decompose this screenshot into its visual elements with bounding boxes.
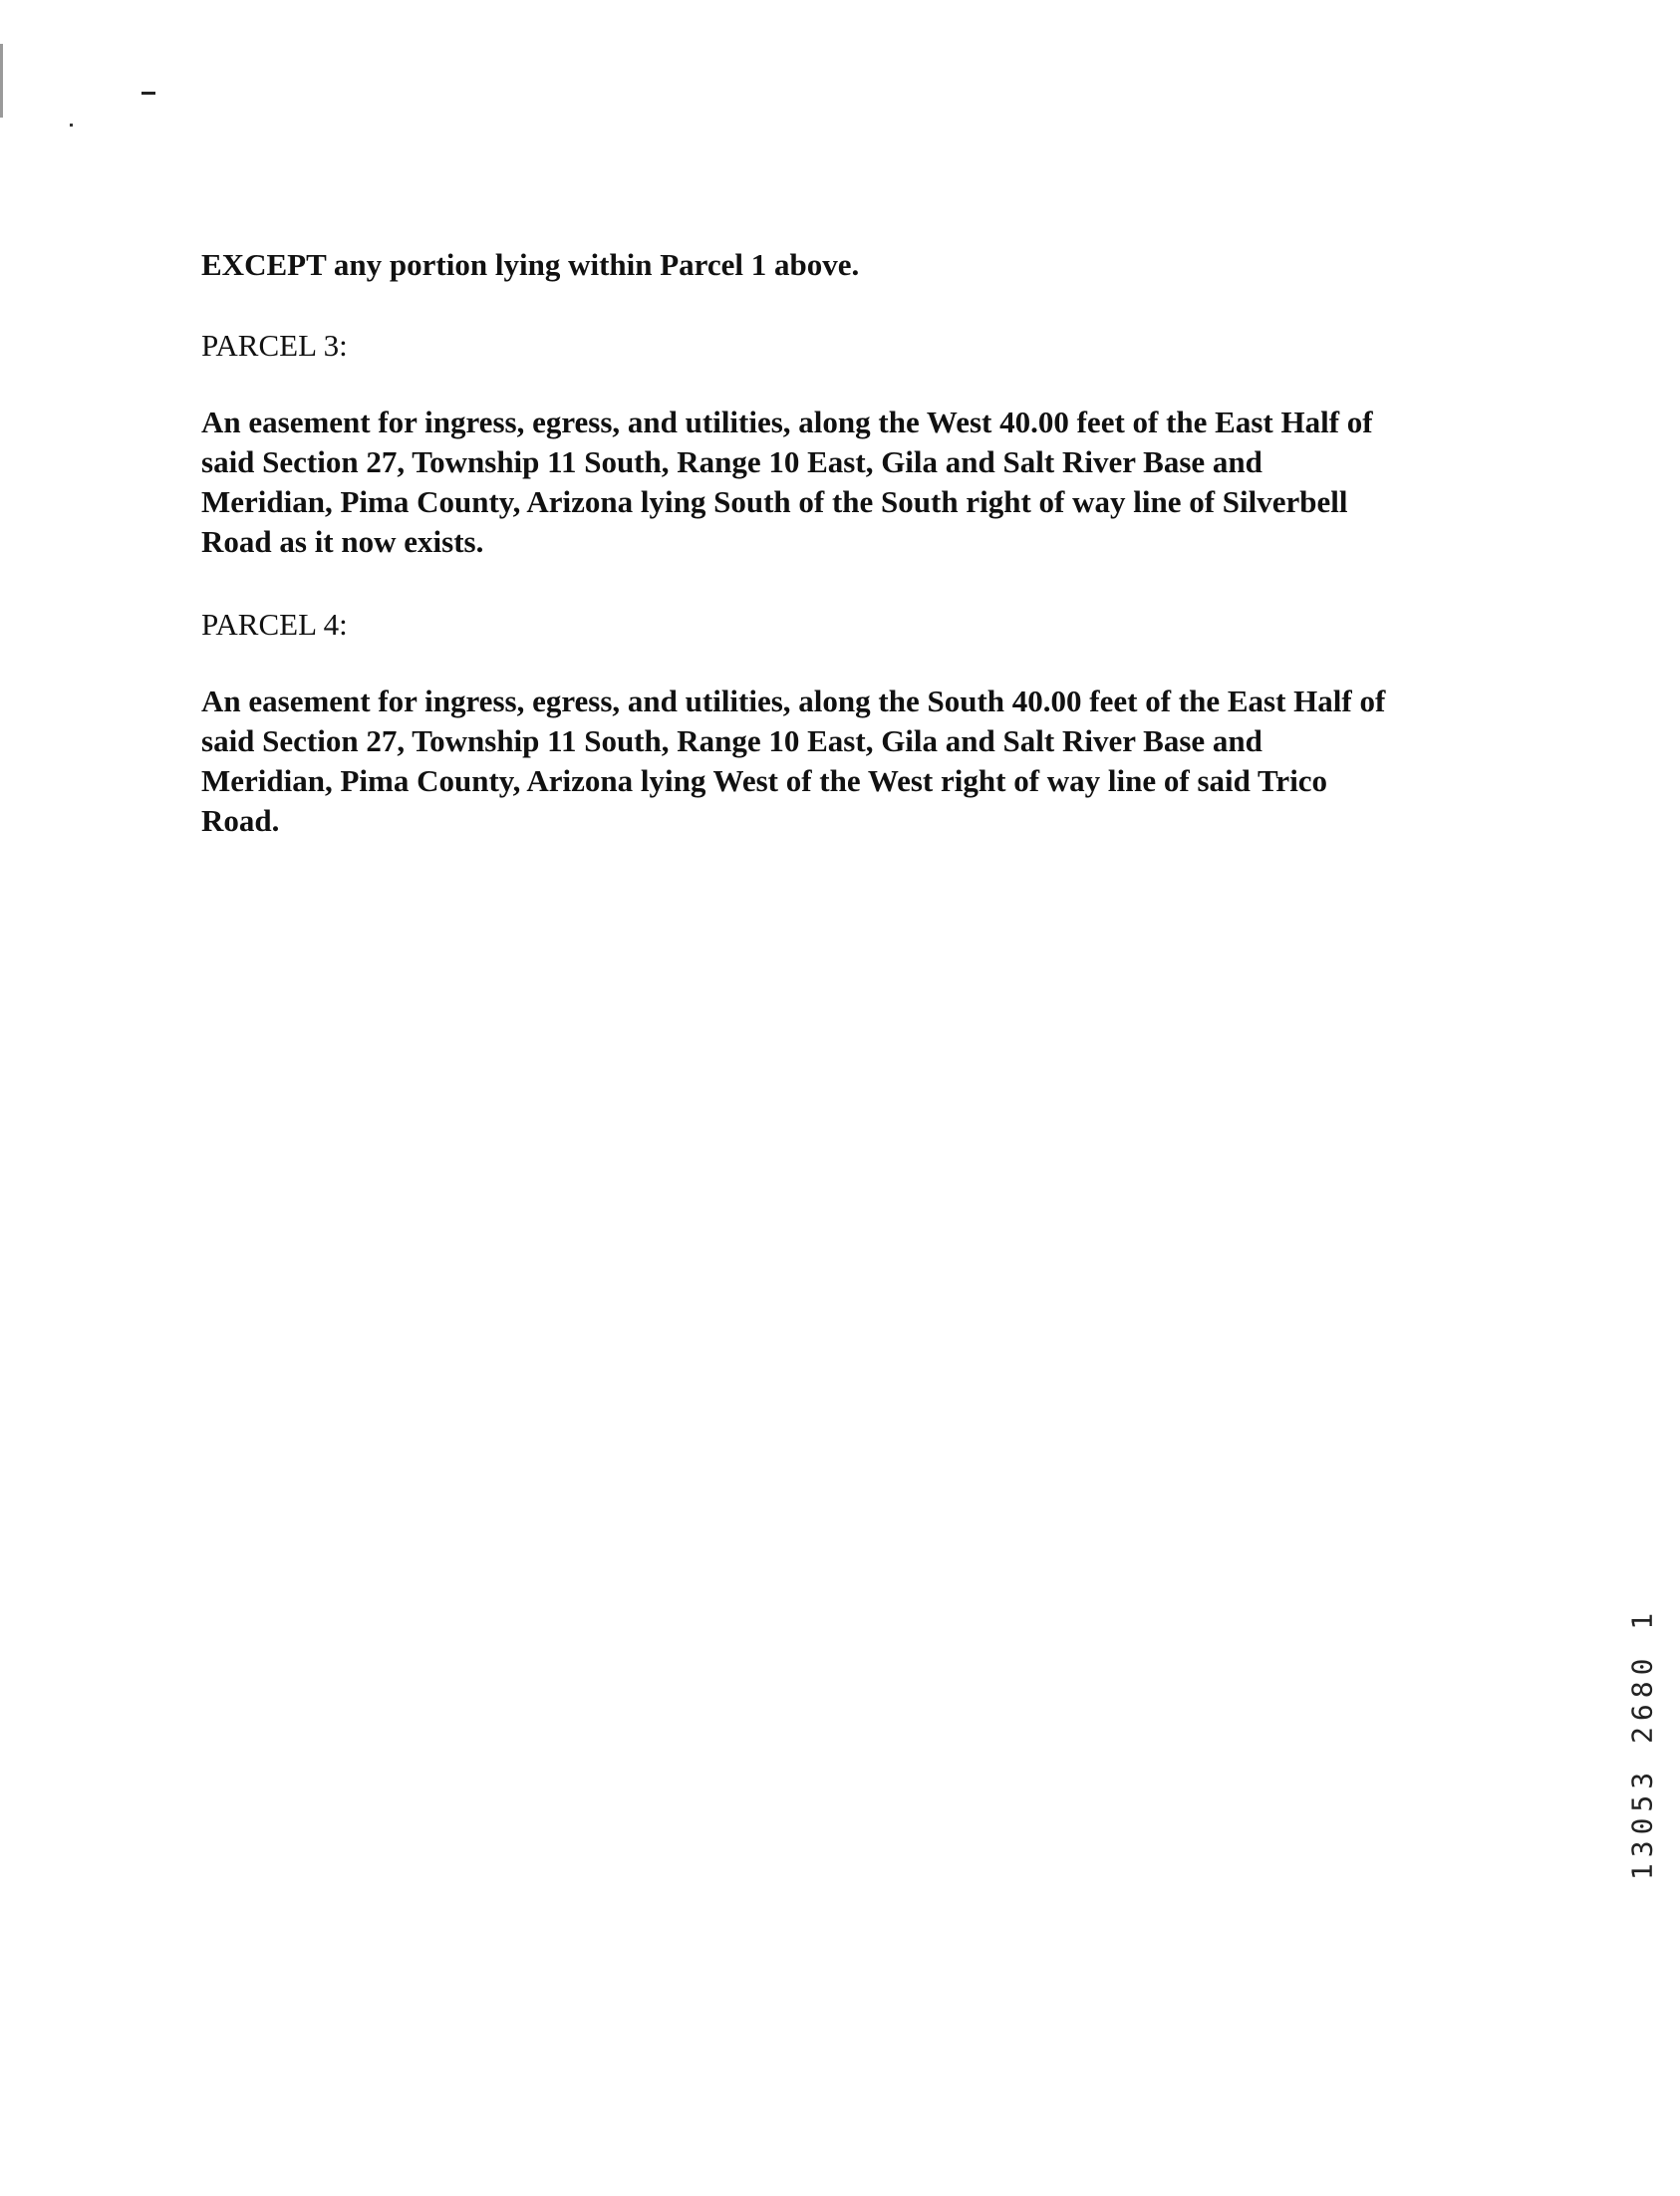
recording-stamp-number: 13053 2680 1 — [1625, 1606, 1659, 1881]
scan-artifact-dash — [141, 92, 155, 95]
parcel-3-heading: PARCEL 3: — [201, 328, 348, 363]
parcel-3-description: An easement for ingress, egress, and utilities, along the West 40.00 feet of the East Half of said Section 27, Township 11 South, Range 10 East, Gila and Salt River Base and Meridian, Pima County, Arizona lying South of the South right of way line of Silverbell Road as it now exists. — [201, 405, 1373, 559]
scan-artifact-bar — [0, 44, 6, 118]
scan-artifact-dot — [70, 124, 73, 127]
parcel-4-heading: PARCEL 4: — [201, 607, 348, 642]
parcel-4-description: An easement for ingress, egress, and utilities, along the South 40.00 feet of the East Half of said Section 27, Township 11 South, Range 10 East, Gila and Salt River Base and Meridian, Pima County, Arizona lying West of the West right of way line of said Trico Road. — [201, 684, 1386, 838]
except-clause: EXCEPT any portion lying within Parcel 1 above. — [201, 247, 860, 282]
recording-stamp — [1622, 1574, 1662, 1913]
